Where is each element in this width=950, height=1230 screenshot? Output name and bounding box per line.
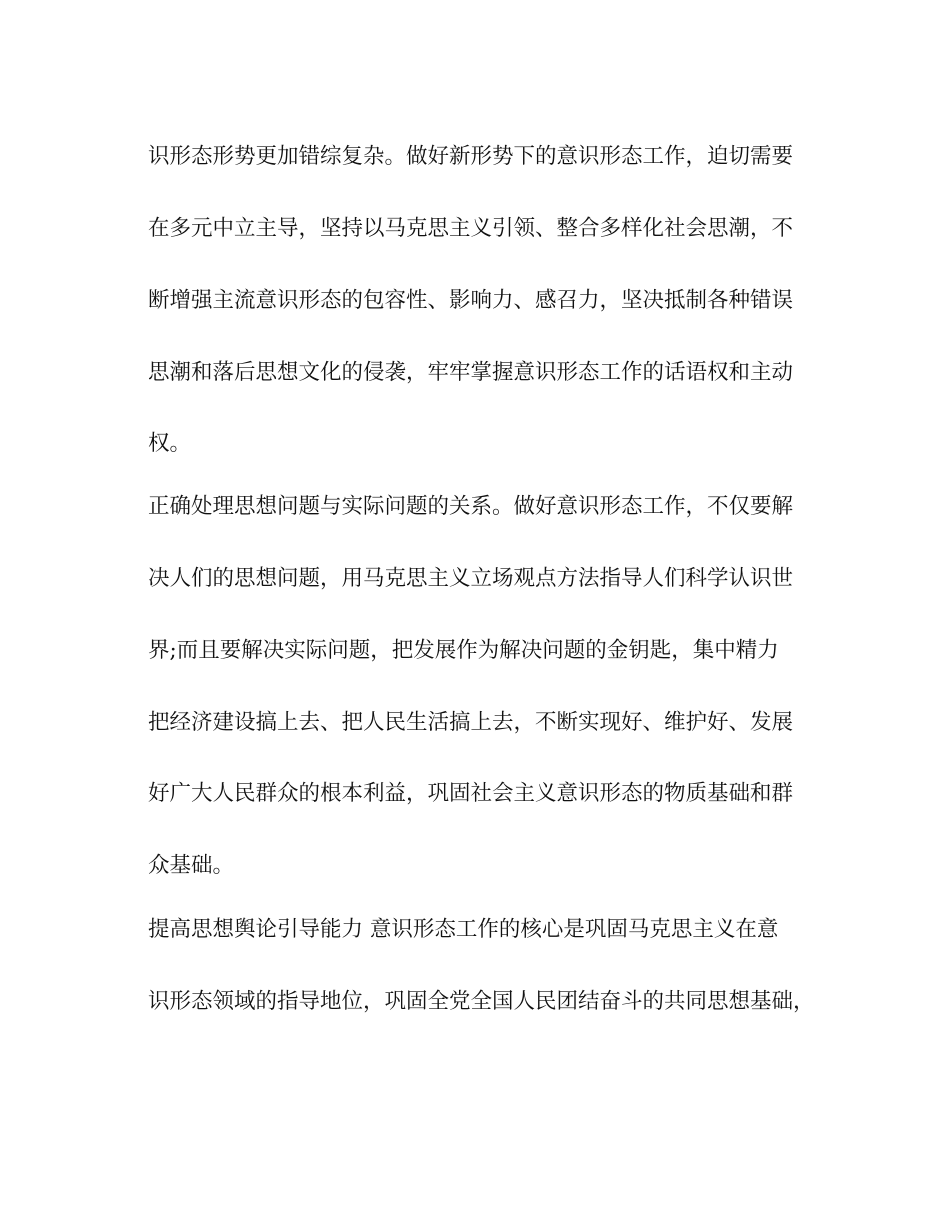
paragraph-2-line-5: 好广大人民群众的根本利益，巩固社会主义意识形态的物质基础和群: [148, 781, 794, 806]
paragraph-1-line-1: 识形态形势更加错综复杂。做好新形势下的意识形态工作，迫切需要: [148, 144, 794, 169]
paragraph-2-line-6: 众基础。: [148, 853, 235, 878]
paragraph-2-line-3: 界;而且要解决实际问题，把发展作为解决问题的金钥匙，集中精力: [148, 638, 779, 663]
paragraph-1-line-2: 在多元中立主导，坚持以马克思主义引领、整合多样化社会思潮，不: [148, 216, 794, 241]
paragraph-2-line-4: 把经济建设搞上去、把人民生活搞上去，不断实现好、维护好、发展: [148, 710, 794, 735]
paragraph-2-line-2: 决人们的思想问题，用马克思主义立场观点方法指导人们科学认识世: [148, 566, 794, 591]
paragraph-3-line-2: 识形态领域的指导地位，巩固全党全国人民团结奋斗的共同思想基础，: [148, 989, 815, 1014]
paragraph-3-line-1: 提高思想舆论引导能力 意识形态工作的核心是巩固马克思主义在意: [148, 917, 779, 942]
paragraph-1-line-4: 思潮和落后思想文化的侵袭，牢牢掌握意识形态工作的话语权和主动: [148, 360, 794, 385]
paragraph-1-line-5: 权。: [148, 431, 192, 456]
paragraph-2-line-1: 正确处理思想问题与实际问题的关系。做好意识形态工作，不仅要解: [148, 494, 794, 519]
paragraph-1-line-3: 断增强主流意识形态的包容性、影响力、感召力，坚决抵制各种错误: [148, 288, 794, 313]
